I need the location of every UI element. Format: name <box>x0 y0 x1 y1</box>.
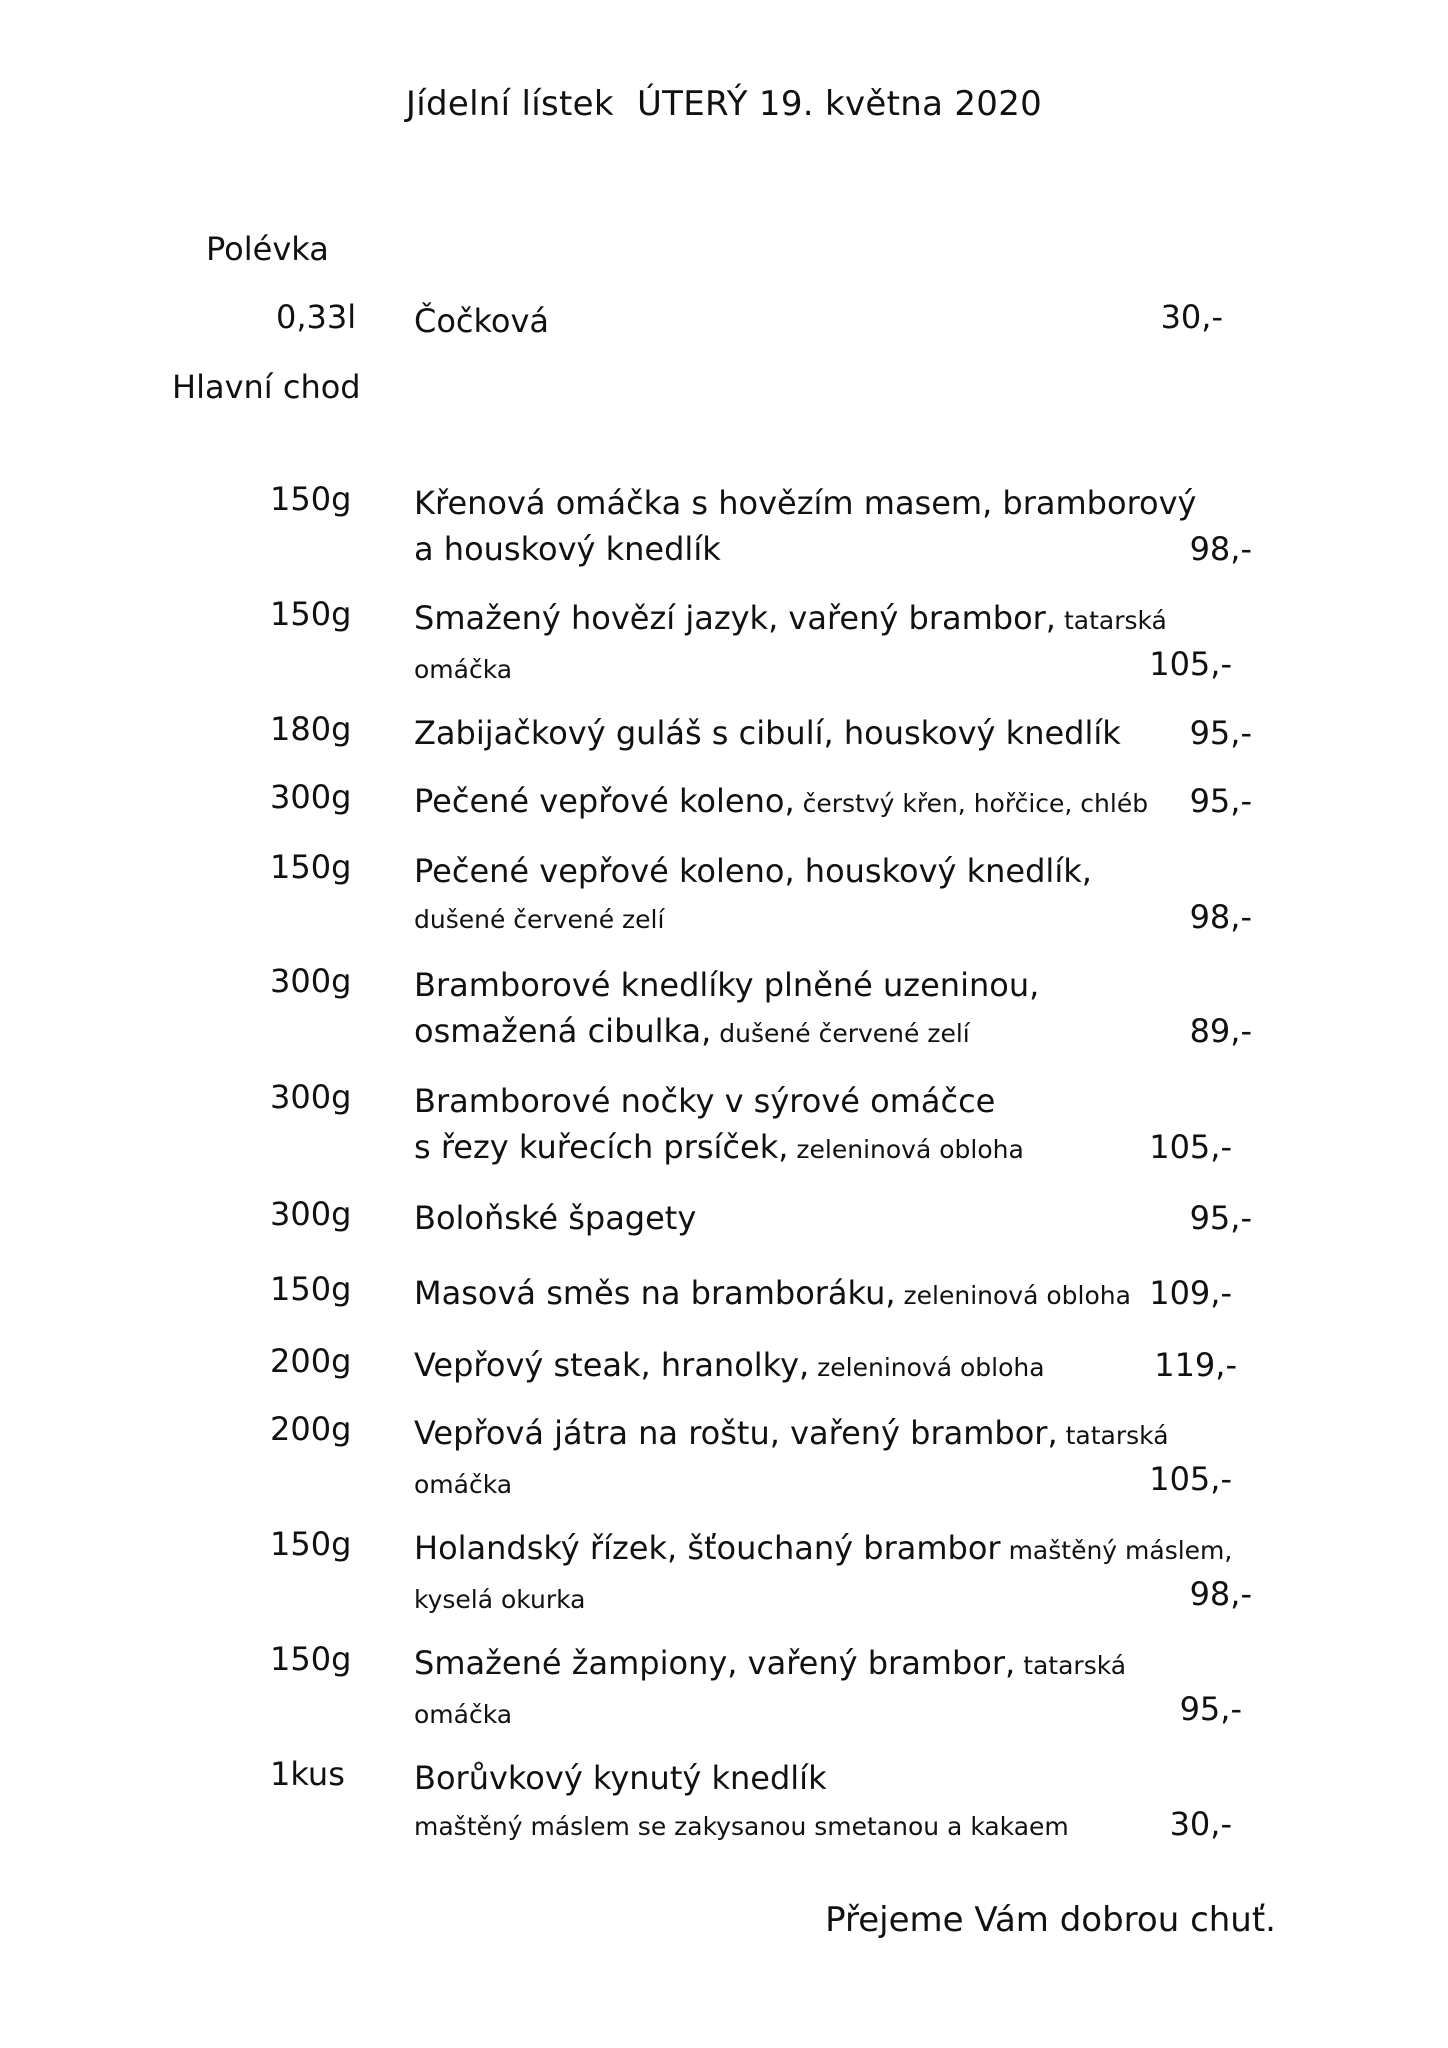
menu-item-qty: 300g <box>270 962 352 1000</box>
menu-item-line-1 <box>414 480 1197 526</box>
menu-item-name <box>414 710 1174 756</box>
menu-item-line-2 <box>414 644 1174 693</box>
menu-item-name <box>414 1342 1174 1391</box>
menu-item-side-text: maštěný máslem se zakysanou smetanou a kakaem <box>414 1812 1069 1841</box>
menu-item-qty: 150g <box>270 1640 352 1678</box>
menu-item-price: 98,- <box>1189 1575 1252 1613</box>
menu-item-price: 105,- <box>1149 1128 1232 1166</box>
menu-item-name <box>414 848 1174 943</box>
menu-item-line-1 <box>414 848 1174 894</box>
title-label: Jídelní lístek <box>405 84 614 124</box>
menu-item-main-text: Smažené žampiony, vařený brambor, <box>414 1644 1016 1682</box>
menu-item-qty: 150g <box>270 1525 352 1563</box>
menu-item-price: 98,- <box>1189 898 1252 936</box>
menu-item-side-text: tatarská <box>1063 606 1167 635</box>
menu-item-main-text: Zabijačkový guláš s cibulí, houskový knedlík <box>414 714 1121 752</box>
menu-item-line-1 <box>414 1195 1174 1241</box>
menu-item-line-1 <box>414 1342 1174 1391</box>
menu-item-side-text: zeleninová obloha <box>817 1353 1045 1382</box>
soup-price: 30,- <box>1160 298 1223 336</box>
menu-item-price: 98,- <box>1189 530 1252 568</box>
page-title <box>0 84 1448 124</box>
menu-item-line-2 <box>414 1008 1174 1057</box>
menu-item-price: 105,- <box>1149 1460 1232 1498</box>
menu-item-side-text: zeleninová obloha <box>796 1135 1024 1164</box>
menu-item-name <box>414 1195 1174 1241</box>
menu-item-price: 95,- <box>1189 714 1252 752</box>
menu-item-side-text: dušené červené zelí <box>719 1019 970 1048</box>
soup-name-text: Čočková <box>414 302 550 340</box>
menu-item-qty: 1kus <box>270 1755 345 1793</box>
menu-item-main-text: Borůvkový kynutý knedlík <box>414 1759 827 1797</box>
menu-item-qty: 150g <box>270 1270 352 1308</box>
menu-item-line-2 <box>414 526 1174 572</box>
soup-qty: 0,33l <box>276 298 357 336</box>
menu-item-name <box>414 1640 1174 1738</box>
menu-item-name <box>414 480 1197 572</box>
menu-item-main-text: Vepřová játra na roštu, vařený brambor, <box>414 1414 1058 1452</box>
menu-item-price: 95,- <box>1179 1690 1242 1728</box>
menu-item-name <box>414 595 1174 693</box>
soup-heading: Polévka <box>206 230 329 268</box>
menu-item-side-text: kyselá okurka <box>414 1585 586 1614</box>
menu-item-line-1 <box>414 778 1174 827</box>
menu-item-line-1 <box>414 1755 1174 1801</box>
menu-item-line-2 <box>414 1459 1174 1508</box>
main-heading: Hlavní chod <box>172 368 361 406</box>
menu-item-main-text: Smažený hovězí jazyk, vařený brambor, <box>414 599 1056 637</box>
menu-item-price: 89,- <box>1189 1012 1252 1050</box>
menu-item-main-text: Masová směs na bramboráku, <box>414 1274 896 1312</box>
menu-item-line-2 <box>414 1801 1174 1850</box>
menu-item-qty: 180g <box>270 710 352 748</box>
menu-item-name <box>414 1410 1174 1508</box>
menu-item-line-1 <box>414 962 1174 1008</box>
menu-item-main-text: Pečené vepřové koleno, <box>414 782 795 820</box>
menu-item-qty: 150g <box>270 480 352 518</box>
menu-item-name <box>414 1755 1174 1850</box>
menu-item-main-text: Bramborové knedlíky plněné uzeninou, <box>414 966 1040 1004</box>
menu-item-side-text: tatarská <box>1023 1651 1127 1680</box>
menu-item-side-text: čerstvý křen, hořčice, chléb <box>802 789 1149 818</box>
menu-item-qty: 300g <box>270 778 352 816</box>
menu-item-main-text: Pečené vepřové koleno, houskový knedlík, <box>414 852 1092 890</box>
menu-item-main-text: Vepřový steak, hranolky, <box>414 1346 810 1384</box>
menu-item-qty: 300g <box>270 1078 352 1116</box>
menu-item-side-text: omáčka <box>414 1700 513 1729</box>
title-date: ÚTERÝ 19. května 2020 <box>636 84 1043 124</box>
menu-item-name <box>414 778 1174 827</box>
menu-item-side-text: dušené červené zelí <box>414 905 665 934</box>
menu-item-line-2 <box>414 1574 1174 1623</box>
menu-item-main-text: Křenová omáčka s hovězím masem, bramborový <box>414 484 1197 522</box>
menu-item-line-2 <box>414 1689 1174 1738</box>
menu-item-line-1 <box>414 1640 1174 1689</box>
footer-greeting: Přejeme Vám dobrou chuť. <box>825 1900 1276 1940</box>
menu-item-line-1 <box>414 1525 1233 1574</box>
menu-item-qty: 150g <box>270 848 352 886</box>
menu-item-main-text: a houskový knedlík <box>414 530 721 568</box>
menu-item-name <box>414 1270 1174 1319</box>
menu-item-price: 109,- <box>1149 1274 1232 1312</box>
soup-name <box>414 298 1174 344</box>
menu-item-line-1 <box>414 1078 1174 1124</box>
menu-item-main-text: s řezy kuřecích prsíček, <box>414 1128 789 1166</box>
menu-item-side-text: omáčka <box>414 1470 513 1499</box>
menu-item-side-text: tatarská <box>1065 1421 1169 1450</box>
menu-item-main-text: osmažená cibulka, <box>414 1012 712 1050</box>
menu-item-qty: 150g <box>270 595 352 633</box>
menu-item-price: 119,- <box>1154 1346 1237 1384</box>
menu-item-side-text: maštěný máslem, <box>1008 1536 1233 1565</box>
menu-item-qty: 200g <box>270 1410 352 1448</box>
menu-item-side-text: omáčka <box>414 655 513 684</box>
menu-item-price: 95,- <box>1189 782 1252 820</box>
menu-item-line-1 <box>414 1410 1174 1459</box>
menu-item-qty: 200g <box>270 1342 352 1380</box>
menu-item-line-2 <box>414 894 1174 943</box>
menu-item-main-text: Bramborové nočky v sýrové omáčce <box>414 1082 996 1120</box>
menu-item-line-1 <box>414 710 1174 756</box>
menu-item-main-text: Holandský řízek, šťouchaný brambor <box>414 1529 1001 1567</box>
menu-item-line-1 <box>414 1270 1174 1319</box>
menu-item-line-1 <box>414 595 1174 644</box>
menu-item-name <box>414 962 1174 1057</box>
menu-item-side-text: zeleninová obloha <box>903 1281 1131 1310</box>
menu-item-main-text: Boloňské špagety <box>414 1199 697 1237</box>
menu-item-price: 95,- <box>1189 1199 1252 1237</box>
menu-item-price: 105,- <box>1149 645 1232 683</box>
menu-item-name <box>414 1078 1174 1173</box>
menu-item-qty: 300g <box>270 1195 352 1233</box>
menu-item-price: 30,- <box>1169 1805 1232 1843</box>
menu-item-line-2 <box>414 1124 1174 1173</box>
